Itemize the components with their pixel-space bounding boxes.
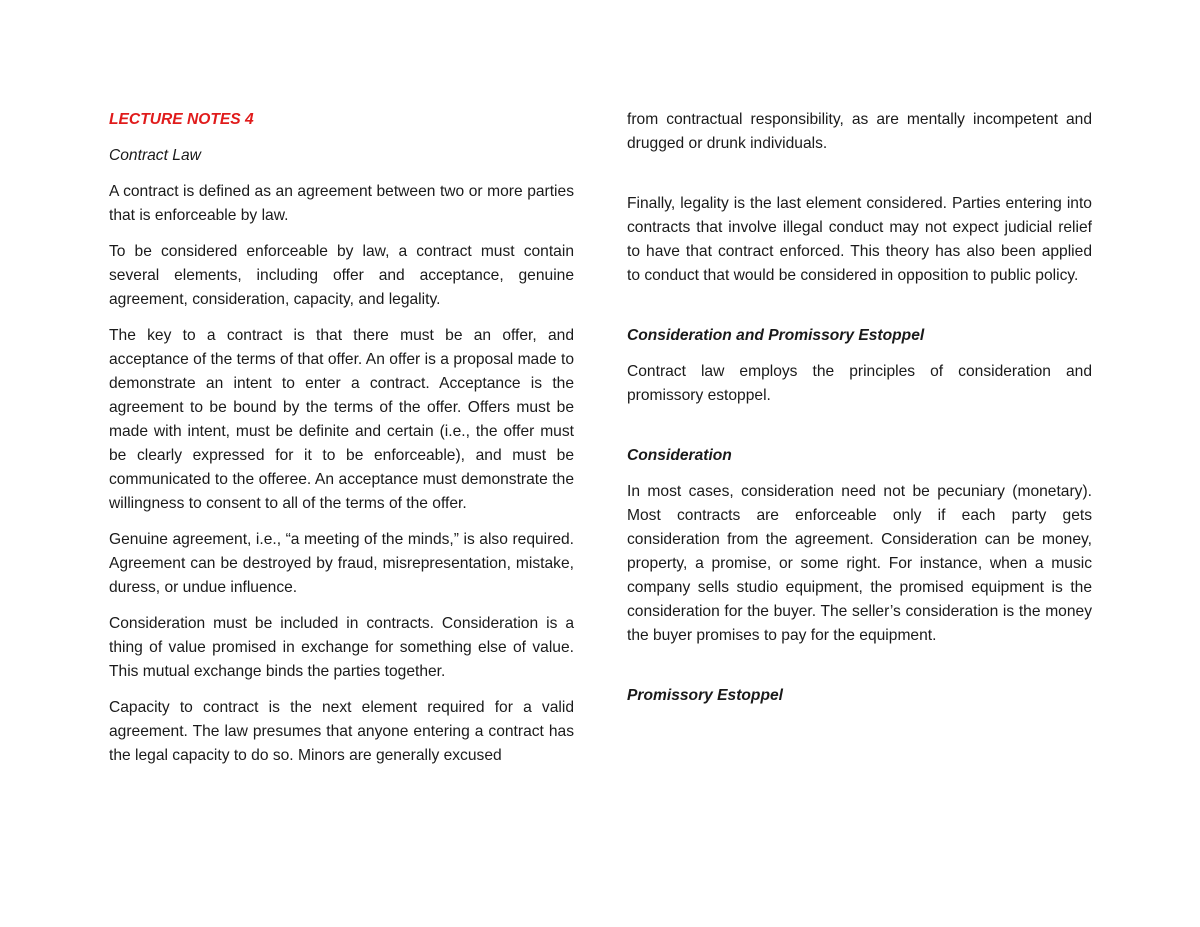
spacer [627, 168, 1092, 192]
paragraph-legality: Finally, legality is the last element considered. Parties entering into contracts that involve illegal conduct may not expect judicial relief to have that contract enforced. This theory has also been applied to conduct that would be considered in opposition to public policy. [627, 195, 1092, 284]
spacer [627, 420, 1092, 444]
paragraph-elements: To be considered enforceable by law, a contract must contain several elements, including offer and acceptance, genuine agreement, consideration, capacity, and legality. [109, 243, 574, 308]
paragraph-genuine-agreement: Genuine agreement, i.e., “a meeting of the minds,” is also required. Agreement can be destroyed by fraud, misrepresentation, mistake, duress, or undue influence. [109, 531, 574, 596]
paragraph-consideration: Consideration must be included in contracts. Consideration is a thing of value promised in exchange for something else of value. This mutual exchange binds the parties together. [109, 615, 574, 680]
left-column [109, 108, 574, 780]
heading-consideration: Consideration [627, 447, 732, 464]
paragraph-principles: Contract law employs the principles of consideration and promissory estoppel. [627, 363, 1092, 404]
heading-promissory-estoppel: Promissory Estoppel [627, 687, 783, 704]
heading-consideration-promissory-estoppel: Consideration and Promissory Estoppel [627, 327, 925, 344]
spacer [627, 660, 1092, 684]
right-column [627, 108, 1092, 720]
subtitle-contract-law: Contract Law [109, 147, 201, 164]
paragraph-definition: A contract is defined as an agreement between two or more parties that is enforceable by law. [109, 183, 574, 224]
paragraph-offer-acceptance: The key to a contract is that there must be an offer, and acceptance of the terms of that offer. An offer is a proposal made to demonstrate an intent to enter a contract. Acceptance is the agreement to be bound by the terms of the offer. Offers must be made with intent, must be definite and certain (i.e., the offer must be clearly expressed for it to be enforceable), and must be communicated to the offeree. An acceptance must demonstrate the willingness to consent to all of the terms of the offer. [109, 327, 574, 512]
document-title: LECTURE NOTES 4 [109, 111, 254, 128]
spacer [627, 300, 1092, 324]
paragraph-consideration-details: In most cases, consideration need not be pecuniary (monetary). Most contracts are enforceable only if each party gets consideration from the agreement. Consideration can be money, property, a promise, or some right. For instance, when a music company sells studio equipment, the promised equipment is the consideration for the buyer. The seller’s consideration is the money the buyer promises to pay for the equipment. [627, 483, 1092, 644]
paragraph-capacity-continued: from contractual responsibility, as are mentally incompetent and drugged or drunk individuals. [627, 111, 1092, 152]
paragraph-capacity: Capacity to contract is the next element required for a valid agreement. The law presumes that anyone entering a contract has the legal capacity to do so. Minors are generally excused [109, 699, 574, 764]
